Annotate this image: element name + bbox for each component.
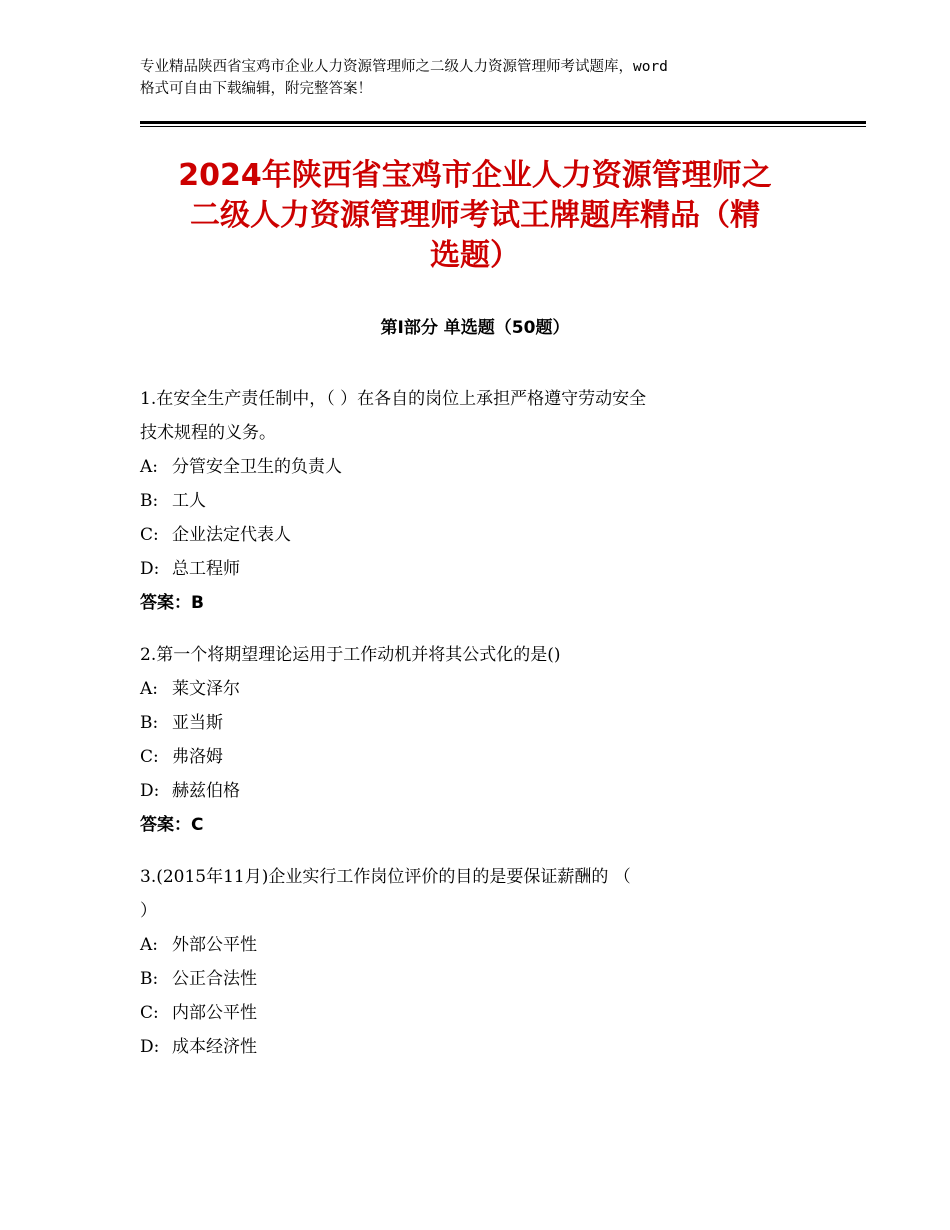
question-stem-line-2: 技术规程的义务。: [140, 423, 276, 443]
question-stem-line-1: 1.在安全生产责任制中，（ ）在各自的岗位上承担严格遵守劳动安全: [140, 389, 647, 409]
answer-label: 答案：C: [140, 815, 204, 835]
question-2: [140, 638, 820, 842]
question-1: [140, 382, 820, 620]
option-letter: C:: [140, 747, 159, 767]
option-text: 总工程师: [172, 559, 240, 579]
option-letter: C:: [140, 1003, 159, 1023]
option-letter: B:: [140, 491, 159, 511]
question-3: [140, 860, 820, 1064]
option-letter: D:: [140, 781, 160, 801]
question-list: [140, 382, 820, 1082]
header-note: [140, 56, 830, 100]
question-stem-line-2: ）: [140, 901, 157, 921]
option-letter: C:: [140, 525, 159, 545]
option-text: 弗洛姆: [172, 747, 223, 767]
option-text: 分管安全卫生的负责人: [172, 457, 342, 477]
option-d: [140, 774, 820, 808]
option-a: [140, 672, 820, 706]
option-text: 赫兹伯格: [172, 781, 240, 801]
question-stem-line-1: 3.(2015年11月)企业实行工作岗位评价的目的是要保证薪酬的 （: [140, 867, 631, 887]
document-title-line-1: 2024年陕西省宝鸡市企业人力资源管理师之: [178, 158, 772, 193]
option-letter: B:: [140, 969, 159, 989]
option-a: [140, 928, 820, 962]
option-text: 莱文泽尔: [172, 679, 240, 699]
header-note-line-2: 格式可自由下载编辑，附完整答案！: [140, 81, 372, 97]
option-text: 内部公平性: [172, 1003, 257, 1023]
question-stem: [140, 638, 820, 672]
option-letter: D:: [140, 559, 160, 579]
option-letter: D:: [140, 1037, 160, 1057]
option-b: [140, 706, 820, 740]
option-text: 公正合法性: [172, 969, 257, 989]
option-text: 工人: [172, 491, 206, 511]
option-text: 企业法定代表人: [172, 525, 291, 545]
option-letter: B:: [140, 713, 159, 733]
header-divider-thick: [140, 121, 866, 124]
option-b: [140, 484, 820, 518]
question-stem: [140, 382, 820, 450]
option-letter: A:: [140, 679, 159, 699]
option-text: 亚当斯: [172, 713, 223, 733]
header-note-line-1: 专业精品陕西省宝鸡市企业人力资源管理师之二级人力资源管理师考试题库，word: [140, 59, 668, 75]
option-a: [140, 450, 820, 484]
option-text: 外部公平性: [172, 935, 257, 955]
header-divider-thin: [140, 126, 866, 127]
document-title-line-2: 二级人力资源管理师考试王牌题库精品（精: [190, 198, 760, 233]
option-c: [140, 996, 820, 1030]
document-title-line-3: 选题）: [430, 238, 520, 273]
question-stem-line-1: 2.第一个将期望理论运用于工作动机并将其公式化的是(): [140, 645, 561, 665]
option-b: [140, 962, 820, 996]
option-letter: A:: [140, 457, 159, 477]
option-c: [140, 518, 820, 552]
document-title: [140, 156, 810, 276]
option-d: [140, 552, 820, 586]
option-c: [140, 740, 820, 774]
answer-label: 答案：B: [140, 593, 204, 613]
option-text: 成本经济性: [172, 1037, 257, 1057]
question-stem: [140, 860, 820, 928]
option-d: [140, 1030, 820, 1064]
section-title: 第Ⅰ部分 单选题（50题）: [380, 318, 570, 338]
option-letter: A:: [140, 935, 159, 955]
